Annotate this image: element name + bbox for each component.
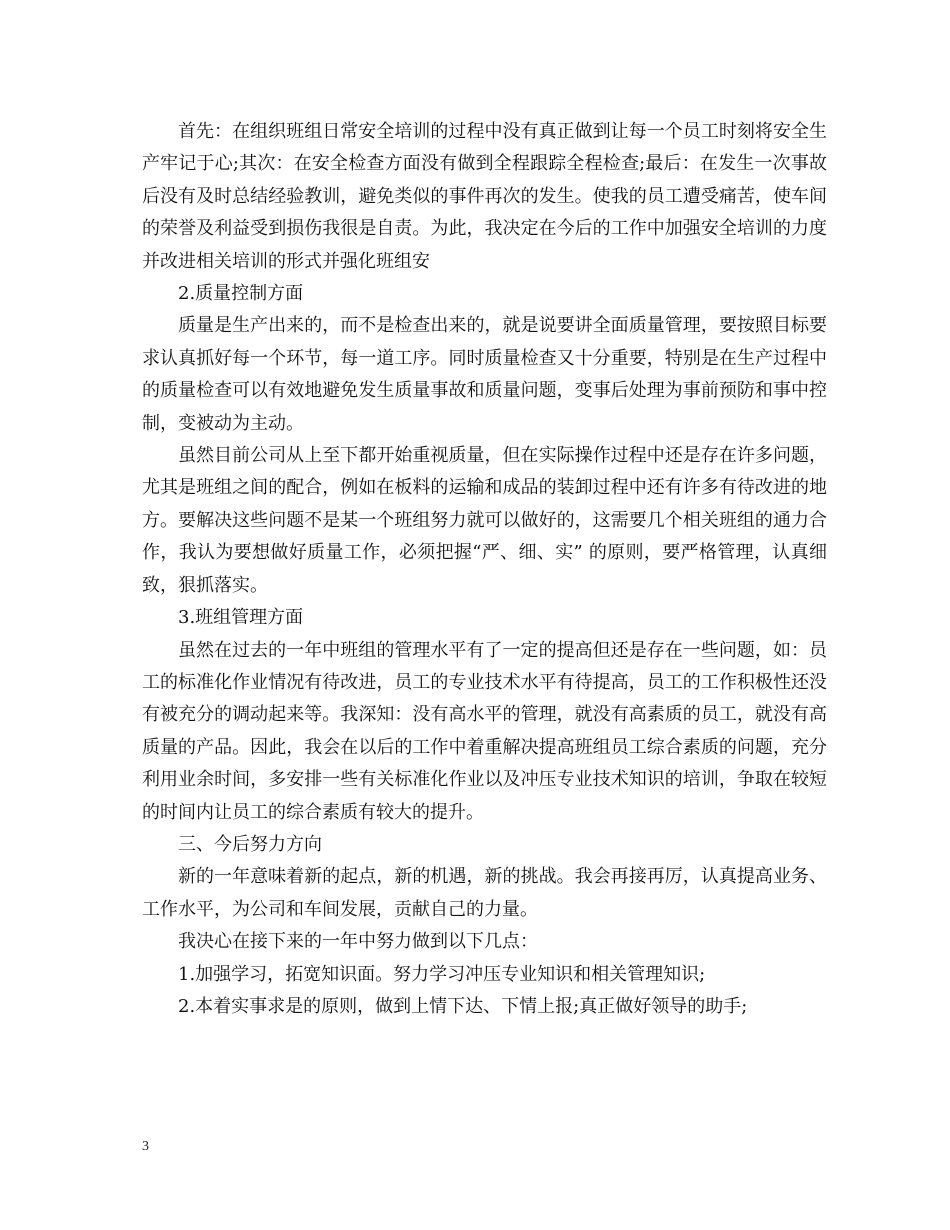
paragraph-resolution-intro: 我决心在接下来的一年中努力做到以下几点： <box>178 931 538 953</box>
heading-quality-control: 2.质量控制方面 <box>178 283 304 305</box>
paragraph-quality-cooperation: 虽然目前公司从上至下都开始重视质量，但在实际操作过程中还是存在许多问题，尤其是班组之间的配合，例如在板料的运输和成品的装卸过程中还有许多有待改进的地方。要解决这些问题不是某一个班组努力就可以做好的，这需要几个相关班组的通力合作，我认为要想做好质量工作，必须把握“严、细、实” 的原则，要严格管理，认真细致，狠抓落实。 <box>142 445 827 596</box>
heading-team-management: 3.班组管理方面 <box>178 607 304 629</box>
paragraph-quality-production: 质量是生产出来的，而不是检查出来的，就是说要讲全面质量管理，要按照目标要求认真抓好每一个环节，每一道工序。同时质量检查又十分重要，特别是在生产过程中的质量检查可以有效地避免发生质量事故和质量问题，变事后处理为事前预防和事中控制，变被动为主动。 <box>142 315 827 434</box>
paragraph-team-management: 虽然在过去的一年中班组的管理水平有了一定的提高但还是存在一些问题，如：员工的标准化作业情况有待改进，员工的专业技术水平有待提高，员工的工作积极性还没有被充分的调动起来等。我深知：没有高水平的管理，就没有高素质的员工，就没有高质量的产品。因此，我会在以后的工作中着重解决提高班组员工综合素质的问题，充分利用业余时间，多安排一些有关标准化作业以及冲压专业技术知识的培训，争取在较短的时间内让员工的综合素质有较大的提升。 <box>142 639 827 823</box>
document-body <box>142 116 827 1023</box>
page-number: 3 <box>142 1139 149 1154</box>
list-item-2: 2.本着实事求是的原则，做到上情下达、下情上报;真正做好领导的助手; <box>178 995 748 1017</box>
list-item-1: 1.加强学习，拓宽知识面。努力学习冲压专业知识和相关管理知识; <box>178 963 706 985</box>
paragraph-new-year: 新的一年意味着新的起点，新的机遇，新的挑战。我会再接再厉，认真提高业务、工作水平，为公司和车间发展，贡献自己的力量。 <box>142 866 827 920</box>
heading-future-direction: 三、今后努力方向 <box>178 833 322 855</box>
paragraph-safety-training: 首先：在组织班组日常安全培训的过程中没有真正做到让每一个员工时刻将安全生产牢记于心;其次：在安全检查方面没有做到全程跟踪全程检查;最后：在发生一次事故后没有及时总结经验教训，避免类似的事件再次的发生。使我的员工遭受痛苦，使车间的荣誉及利益受到损伤我很是自责。为此，我决定在今后的工作中加强安全培训的力度并改进相关培训的形式并强化班组安 <box>142 121 827 272</box>
